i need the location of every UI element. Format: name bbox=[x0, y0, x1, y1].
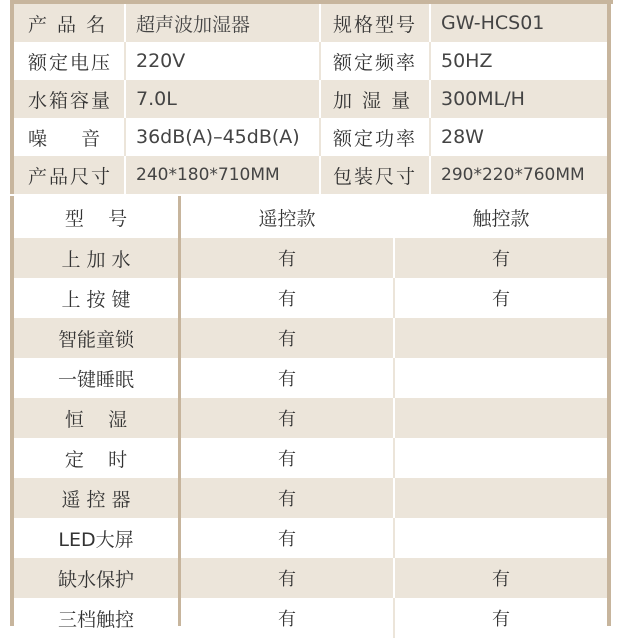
spec-row bbox=[14, 118, 607, 156]
spec-label: 水箱容量 bbox=[28, 89, 113, 112]
remote-value: 有 bbox=[278, 569, 296, 590]
feature-row bbox=[14, 478, 607, 518]
touch-value: 有 bbox=[393, 558, 607, 598]
feature-name: 上 按 键 bbox=[61, 288, 131, 311]
spec-label: 包装尺寸 bbox=[319, 156, 429, 194]
spec-label: 额定电压 bbox=[28, 51, 113, 74]
remote-value: 有 bbox=[278, 369, 296, 390]
spec-label: 噪 音 bbox=[28, 127, 103, 150]
feature-row bbox=[14, 558, 607, 598]
spec-value: 290*220*760MM bbox=[429, 156, 607, 194]
touch-value: 有 bbox=[393, 278, 607, 318]
remote-value: 有 bbox=[278, 409, 296, 430]
feature-row bbox=[14, 518, 607, 558]
spec-row bbox=[14, 80, 607, 118]
remote-value: 有 bbox=[278, 289, 296, 310]
feature-table bbox=[14, 196, 607, 638]
spec-label: 规格型号 bbox=[319, 4, 429, 42]
spec-label: 产品尺寸 bbox=[28, 165, 113, 188]
touch-value bbox=[393, 518, 607, 558]
remote-value: 有 bbox=[278, 609, 296, 630]
spec-label: 产 品 名 bbox=[28, 13, 108, 36]
feature-row bbox=[14, 358, 607, 398]
remote-value: 有 bbox=[278, 329, 296, 350]
header-touch: 触控款 bbox=[393, 196, 607, 238]
feature-name: 遥 控 器 bbox=[61, 488, 131, 511]
feature-row bbox=[14, 238, 607, 278]
remote-value: 有 bbox=[278, 249, 296, 270]
remote-value: 有 bbox=[278, 529, 296, 550]
feature-row bbox=[14, 278, 607, 318]
spec-value: 7.0L bbox=[124, 80, 319, 118]
touch-value bbox=[393, 438, 607, 478]
spec-label: 加 湿 量 bbox=[319, 80, 429, 118]
spec-label: 额定功率 bbox=[319, 118, 429, 156]
spec-row bbox=[14, 42, 607, 80]
remote-value: 有 bbox=[278, 449, 296, 470]
spec-label: 额定频率 bbox=[319, 42, 429, 80]
spec-value: 300ML/H bbox=[429, 80, 607, 118]
spec-table bbox=[14, 4, 607, 194]
feature-name: 缺水保护 bbox=[57, 568, 134, 591]
header-model: 型 号 bbox=[64, 207, 128, 230]
touch-value bbox=[393, 318, 607, 358]
feature-header-row bbox=[14, 196, 607, 238]
spec-value: 220V bbox=[124, 42, 319, 80]
spec-value: GW-HCS01 bbox=[429, 4, 607, 42]
touch-value bbox=[393, 358, 607, 398]
feature-column-divider bbox=[178, 196, 181, 626]
feature-name: 智能童锁 bbox=[57, 328, 134, 351]
feature-row bbox=[14, 438, 607, 478]
header-remote: 遥控款 bbox=[258, 207, 316, 230]
remote-value: 有 bbox=[278, 489, 296, 510]
feature-name: 三档触控 bbox=[57, 608, 134, 631]
touch-value: 有 bbox=[393, 238, 607, 278]
feature-name: LED大屏 bbox=[58, 528, 134, 551]
feature-name: 定 时 bbox=[64, 448, 128, 471]
spec-value: 50HZ bbox=[429, 42, 607, 80]
spec-value: 240*180*710MM bbox=[124, 156, 319, 194]
feature-name: 上 加 水 bbox=[61, 248, 131, 271]
feature-name: 一键睡眠 bbox=[57, 368, 134, 391]
spec-value: 36dB(A)–45dB(A) bbox=[124, 118, 319, 156]
touch-value bbox=[393, 398, 607, 438]
feature-row bbox=[14, 318, 607, 358]
table-right-border bbox=[607, 0, 611, 626]
feature-name: 恒 湿 bbox=[64, 408, 128, 431]
touch-value: 有 bbox=[393, 598, 607, 638]
spec-row bbox=[14, 4, 607, 42]
feature-row bbox=[14, 598, 607, 638]
feature-row bbox=[14, 398, 607, 438]
spec-value: 超声波加湿器 bbox=[124, 4, 319, 42]
spec-row bbox=[14, 156, 607, 194]
touch-value bbox=[393, 478, 607, 518]
spec-value: 28W bbox=[429, 118, 607, 156]
